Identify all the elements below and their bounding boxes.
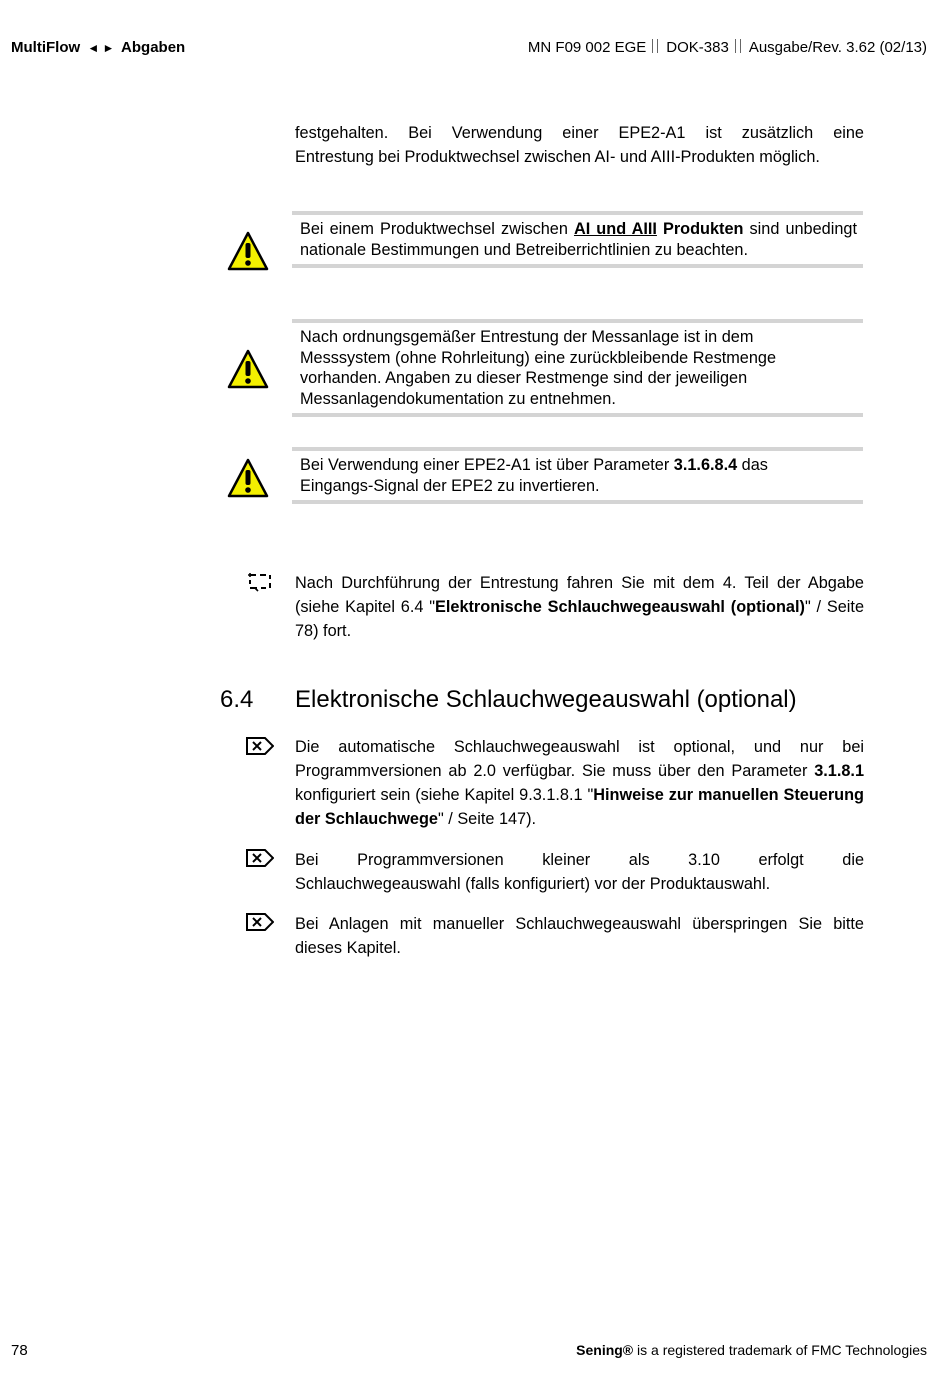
trademark-notice [576,1342,927,1358]
intro-line-1: festgehalten. Bei Verwendung einer EPE2-A1 ist zusätzlich eine [295,124,864,142]
warning-line: vorhanden. Angaben zu dieser Restmenge sind der jeweiligen [300,369,748,387]
header-doc-info [528,39,927,56]
header-revision: Ausgabe/Rev. 3.62 (02/13) [748,39,927,56]
warning-line: Messsystem (ohne Rohrleitung) eine zurückbleibende Restmenge [300,348,777,367]
warning-emphasis: AI und AIII [573,220,657,238]
parameter-ref: 3.1.6.8.4 [673,456,738,474]
body-text: " / Seite 147). [437,810,537,828]
separator [735,39,741,53]
header-product-section [11,39,185,56]
x-tag-icon [246,912,274,932]
header-product: MultiFlow [11,39,81,56]
trademark-text: is a registered trademark of FMC Technologies [633,1342,927,1358]
body-line: Bei Anlagen mit manueller Schlauchwegeauswahl überspringen Sie bitte [295,915,864,933]
header-dok: DOK-383 [666,39,729,56]
header-section: Abgaben [121,39,186,56]
dotted-frame-icon [246,572,274,592]
body-line: Bei Programmversionen kleiner als 3.10 erfolgt die [295,851,864,869]
body-text: Die automatische Schlauchwegeauswahl ist optional, und nur bei Programmversionen ab 2.0 verfügbar. Sie muss über den Parameter [295,738,864,780]
section-title: Elektronische Schlauchwegeauswahl (optional) [295,686,797,713]
warning-text-1 [292,215,863,264]
warning-triangle-icon [226,457,270,499]
body-text: " / Seite 78) fort. [295,598,864,640]
intro-paragraph [295,121,864,169]
warning-text: Bei Verwendung einer EPE2-A1 ist über Parameter [300,456,674,474]
warning-emphasis: Produkten [656,220,744,238]
body-line: Schlauchwegeauswahl (falls konfiguriert) vor der Produktauswahl. [295,875,771,893]
nav-arrows-icon: ◄ ► [87,41,115,55]
warning-box-2 [292,319,863,417]
body-text: konfiguriert sein (siehe Kapitel 9.3.1.8.1 " [295,786,594,804]
warning-text: sind unbedingt nationale Bestimmungen und Betreiberrichtlinien zu beachten. [300,220,857,259]
warning-line: Eingangs-Signal der EPE2 zu invertieren. [300,476,600,495]
warning-line [300,455,857,476]
warning-text: Bei einem Produktwechsel zwischen [300,220,574,238]
intro-line-2: Entrestung bei Produktwechsel zwischen AI- und AIII-Produkten möglich. [295,148,820,166]
warning-text-2 [292,323,863,413]
x-tag-icon [246,848,274,868]
note-paragraph-3 [295,912,864,960]
chapter-link-text: Hinweise zur manuellen Steuerung der Schlauchwege [295,786,864,828]
warning-line: Nach ordnungsgemäßer Entrestung der Messanlage ist in dem [300,328,754,346]
section-number: 6.4 [220,686,254,713]
body-text: Nach Durchführung der Entrestung fahren Sie mit dem 4. Teil der Abgabe (siehe Kapitel 6.4 " [295,574,864,616]
warning-box-3 [292,447,863,504]
separator [652,39,658,53]
body-line: dieses Kapitel. [295,939,401,957]
note-paragraph-2 [295,848,864,896]
note-paragraph-1 [295,735,864,831]
brand-name: Sening® [576,1342,634,1358]
warning-text: das [737,456,768,474]
header-doc-no: MN F09 002 EGE [527,39,647,56]
chapter-link-text: Elektronische Schlauchwegeauswahl (optional) [435,598,805,616]
warning-text-3 [292,451,863,500]
parameter-ref: 3.1.8.1 [814,762,864,780]
x-tag-icon [246,736,274,756]
warning-line: Messanlagendokumentation zu entnehmen. [300,389,616,408]
warning-triangle-icon [226,230,270,272]
page-number: 78 [11,1342,28,1359]
warning-triangle-icon [226,348,270,390]
continue-paragraph [295,571,864,643]
warning-box-1 [292,211,863,268]
